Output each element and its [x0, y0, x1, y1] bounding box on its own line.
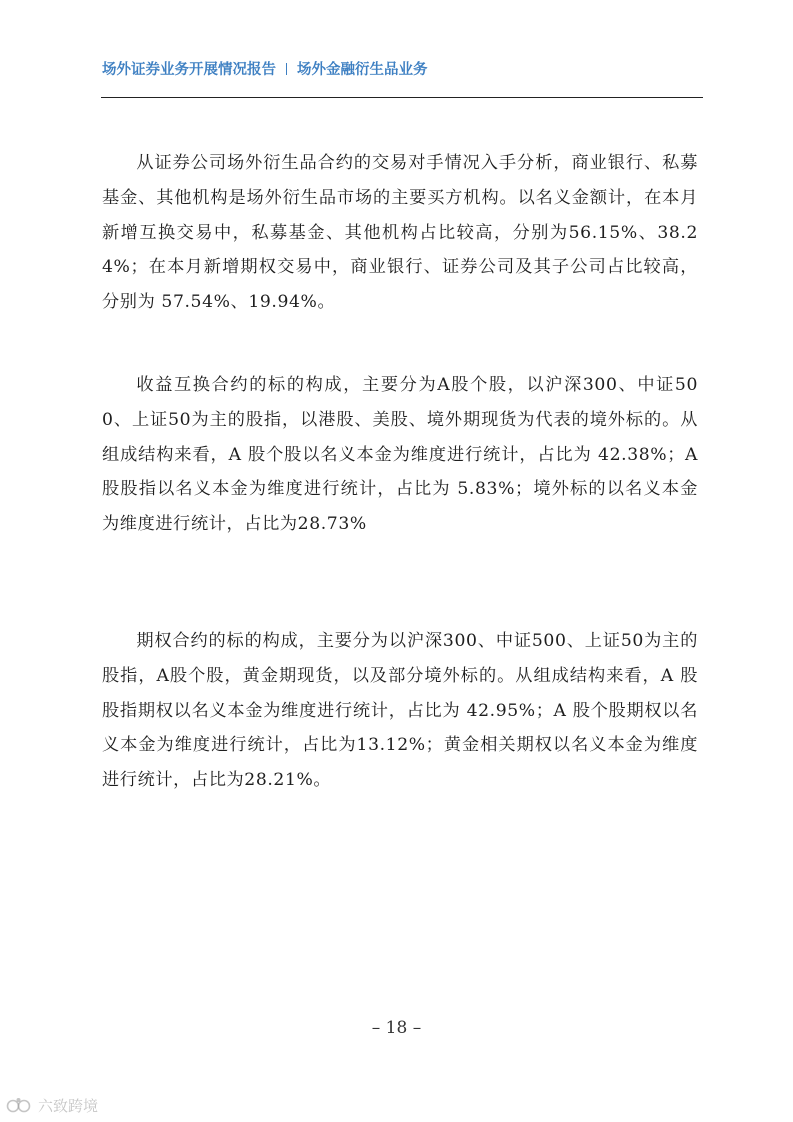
watermark-text: 六致跨境 — [38, 1096, 99, 1115]
watermark-logo-icon — [6, 1096, 34, 1114]
paragraph-swap-underlyings: 收益互换合约的标的构成，主要分为A股个股，以沪深300、中证500、上证50为主的股指，以港股、美股、境外期现货为代表的境外标的。从组成结构来看，A 股个股以名义本金为维度进行统计，占比为 42.38%；A 股股指以名义本金为维度进行统计，占比为 5.83%；境外标的以名义本金为维度进行统计，占比为28.73% — [102, 375, 698, 535]
paragraph-option-underlyings: 期权合约的标的构成，主要分为以沪深300、中证500、上证50为主的股指，A股个股，黄金期现货，以及部分境外标的。从组成结构来看，A 股股指期权以名义本金为维度进行统计，占比为 42.95%；A 股个股期权以名义本金为维度进行统计，占比为13.12%；黄金相关期权以名义本金为维度进行统计，占比为28.21%。 — [102, 631, 698, 791]
page-header — [102, 58, 702, 82]
header-report-title: 场外证券业务开展情况报告 — [102, 62, 276, 78]
watermark — [6, 1094, 98, 1116]
paragraph-counterparties: 从证券公司场外衍生品合约的交易对手情况入手分析，商业银行、私募基金、其他机构是场外衍生品市场的主要买方机构。以名义金额计，在本月新增互换交易中，私募基金、其他机构占比较高，分别为56.15%、38.24%；在本月新增期权交易中，商业银行、证券公司及其子公司占比较高，分别为 57.54%、19.94%。 — [102, 153, 698, 313]
header-section-title: 场外金融衍生品业务 — [297, 62, 428, 78]
header-divider — [286, 63, 287, 75]
page-number: – 18 – — [371, 1018, 422, 1038]
header-rule — [101, 97, 703, 98]
